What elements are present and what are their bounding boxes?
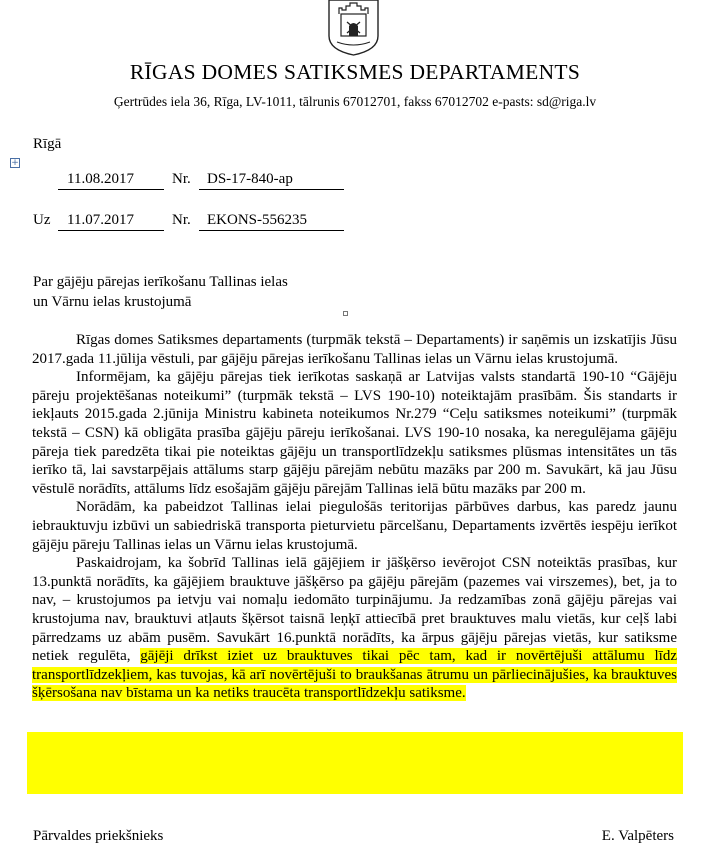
date-underline [58,189,164,190]
reference-date: 11.07.2017 [67,212,134,228]
table-move-handle-icon[interactable]: + [11,158,19,168]
signatory-name: E. Valpēters [601,828,674,844]
body-paragraph-2: Informējam, ka gājēju pārejas tiek ierīkotas saskaņā ar Latvijas valsts standartā 190-10 “Gājēju pāreju projektēšanas noteikumi” (turpmāk tekstā – LVS 190-10) noteiktajām prasībām. Šis standarts ir iekļauts 2015.gada 2.jūnija Ministru kabineta noteikumos Nr.279 “Ceļu satiksmes noteikumi” (turpmāk tekstā – CSN) kā obligāta prasība gājēju pāreju ierīkošanai. LVS 190-10 nosaka, ka neregulējama gājēju pāreja tiek paredzēta tikai pie noteiktas gājēju un transportlīdzekļu satiksmes plūsmas intensitātes un tās ierīko tā, lai savstarpējais attālums starp gājēju pārejām nebūtu mazāks par 200 m. Savukārt, kā jau Jūsu vēstulē norādīts, attālums līdz esošajām gājēju pārejām Tallinas ielā būtu mazāks par 200 m. [32,369,677,497]
letter-body [32,331,677,703]
ref-number-underline [199,230,344,231]
subject-line-1: Par gājēju pārejas ierīkošanu Tallinas ielas [33,274,288,290]
highlighted-text: gājēji drīkst iziet uz brauktuves tikai pēc tam, kad ir novērtējuši attālumu līdz transportlīdzekļiem, kas tuvojas, kā arī novērtējuši to braukšanas ātrumu un pārliecinājušies, ka brauktuves šķērsošana nav bīstama un ka netiks traucēta transportlīdzekļu satiksme. [32,648,677,702]
letter-date: 11.08.2017 [67,171,134,187]
number-underline [199,189,344,190]
ref-date-underline [58,230,164,231]
riga-coat-of-arms-icon [327,0,380,56]
subject-line-2: un Vārnu ielas krustojumā [33,294,192,310]
reference-number: EKONS-556235 [207,212,307,228]
letter-place: Rīgā [33,136,62,152]
body-paragraph-4 [32,554,677,703]
reference-nr-label: Nr. [172,212,191,228]
body-paragraph-3: Norādām, ka pabeidzot Tallinas ielai piegulošās teritorijas pārbūves darbus, kas paredz jaunu iebrauktuvju izbūvi un sabiedriskā transporta pieturvietu pārcelšanu, Departaments izvērtēs iespēju ierīkot gājēju pāreju Tallinas ielas un Vārnu ielas krustojumā. [32,499,677,553]
letter-number: DS-17-840-ap [207,171,293,187]
reference-prefix: Uz [33,212,51,228]
signatory-position: Pārvaldes priekšnieks [33,828,164,844]
letter-subject [33,272,288,312]
department-title: RĪGAS DOMES SATIKSMES DEPARTAMENTS [129,60,581,84]
letter-nr-label: Nr. [172,171,191,187]
department-address: Ģertrūdes iela 36, Rīga, LV-1011, tālrunis 67012701, fakss 67012702 e-pasts: sd@riga.lv [113,94,597,109]
highlight-background [27,732,683,794]
paragraph-4-text: Paskaidrojam, ka šobrīd Tallinas ielā gājējiem ir jāšķērso ievērojot CSN noteiktās prasības, kur 13.punktā norādīts, ka gājējiem brauktuve jāšķērso pa gājēju pārejām (pazemes vai virszemes), bet, ja to nav, – krustojumos pa ietvju vai nomaļu iedomāto turpinājumu. Ja redzamības zonā gājēju pārejas vai krustojuma nav, brauktuvi atļauts šķērsot taisnā leņķī attiecībā pret brauktuves malu vietās, kur ceļš labi pārredzams uz abām pusēm. Savukārt 16.punktā norādīts, ka ārpus gājēju pārejas vietās, kur satiksme netiek regulēta, [32,555,677,665]
paragraph-mark-icon [343,311,348,316]
body-paragraph-1: Rīgas domes Satiksmes departaments (turpmāk tekstā – Departaments) ir saņēmis un izskatījis Jūsu 2017.gada 11.jūlija vēstuli, par gājēju pārejas ierīkošanu Tallinas ielas un Vārnu ielas krustojumā. [32,332,677,367]
